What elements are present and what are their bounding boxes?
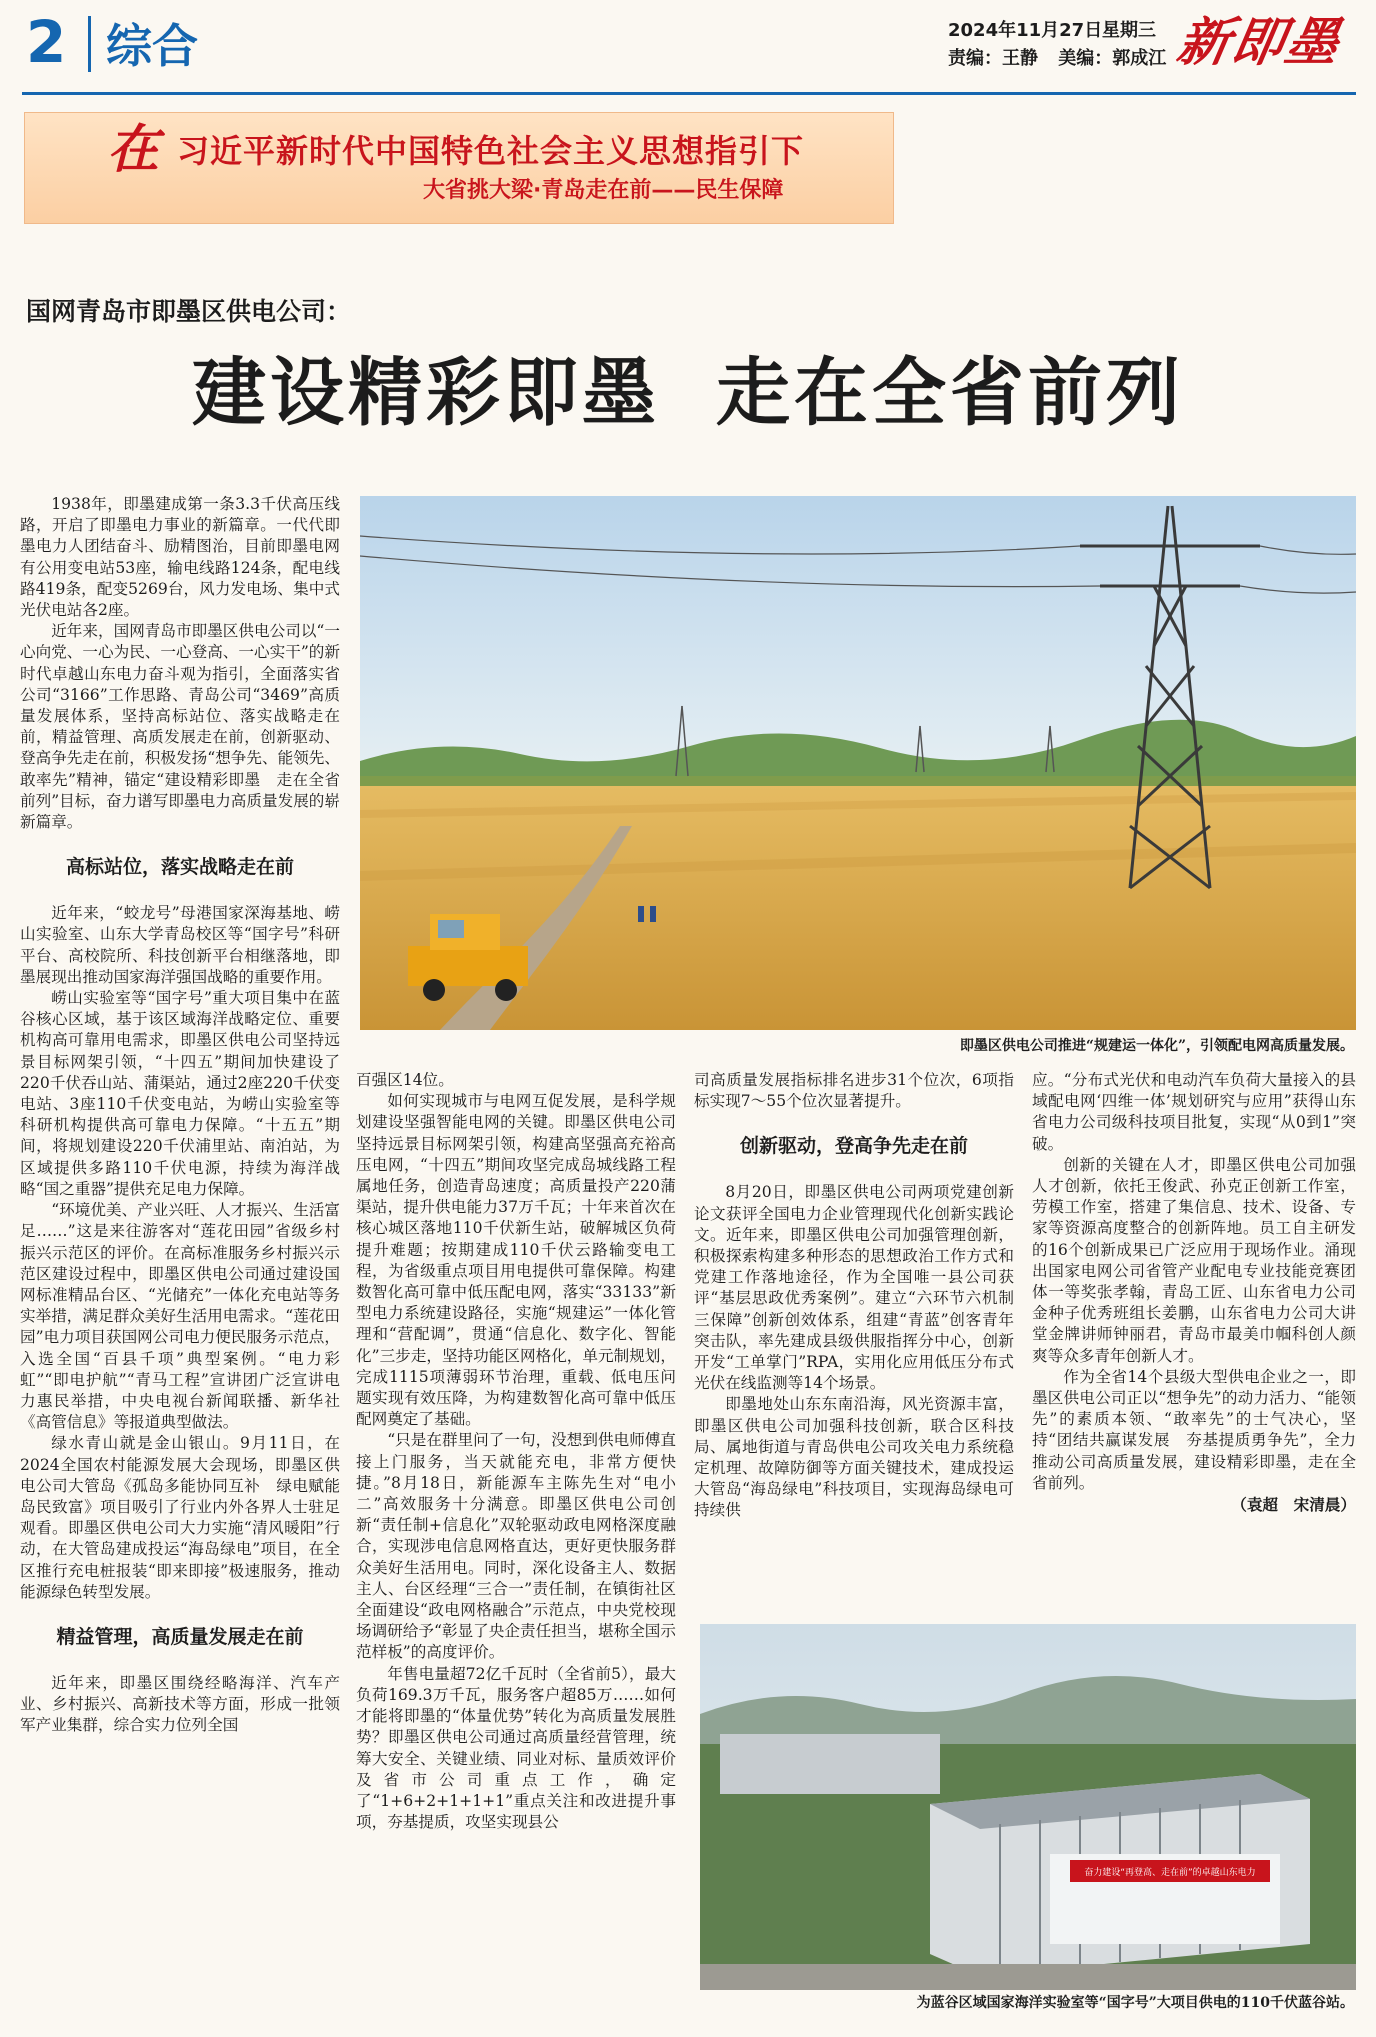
editor-name: 责编：王静 <box>948 48 1038 69</box>
paragraph: 近年来，即墨区围绕经略海洋、汽车产业、乡村振兴、高新技术等方面，形成一批领军产业集群，综合实力位列全国 <box>20 1673 340 1735</box>
article-kicker: 国网青岛市即墨区供电公司： <box>26 297 352 326</box>
paragraph: 即墨地处山东东南沿海，风光资源丰富，即墨区供电公司加强科技创新，联合区科技局、属地街道与青岛供电公司攻关电力系统稳定机理、故障防御等方面关键技术，建成投运大管岛“海岛绿电”科技项目，实现海岛绿电可持续供 <box>694 1395 1014 1520</box>
paragraph: 作为全省14个县级大型供电企业之一，即墨区供电公司正以“想争先”的动力活力、“能领先”的素质本领、“敢率先”的士气决心，坚持“团结共赢谋发展 夯基提质勇争先”，全力推动公司高质量发展，建设精彩即墨，走在全省前列。 <box>1032 1367 1356 1492</box>
issue-date: 2024年11月27日 <box>948 20 1103 41</box>
paragraph: 百强区14位。 <box>356 1071 454 1089</box>
field-pylon-illustration <box>360 496 1356 1030</box>
headline-part-2: 走在全省前列 <box>716 350 1184 436</box>
paragraph: “环境优美、产业兴旺、人才振兴、生活富足……”这是来往游客对“莲花田园”省级乡村振兴示范区的评价。在高标准服务乡村振兴示范区建设过程中，即墨区供电公司通过建设国网标准精品台区、“光储充”一体化充电站等务实举措，满足群众美好生活用电需求。“莲花田园”电力项目获国网公司电力便民服务示范点，入选全国“百县千项”典型案例。“电力彩虹”“即电护航”“青马工程”宣讲团广泛宣讲电力惠民举措，中央电视台新闻联播、新华社《高管信息》等报道典型做法。 <box>20 1201 340 1432</box>
masthead <box>0 0 1376 96</box>
paragraph: 绿水青山就是金山银山。9月11日，在2024全国农村能源发展大会现场，即墨区供电公司大管岛《孤岛多能协同互补 绿电赋能岛民致富》项目吸引了行业内外各界人士驻足观看。即墨区供电公司大力实施“清风暖阳”行动，在大管岛建成投运“海岛绿电”项目，在全区推行充电桩报装“即来即接”极速服务，推动能源绿色转型发展。 <box>20 1434 340 1601</box>
paragraph: 如何实现城市与电网互促发展，是科学规划建设坚强智能电网的关键。即墨区供电公司坚持远景目标网架引领，构建高坚强高充裕高压电网，“十四五”期间攻坚完成岛城线路工程属地任务，创造青岛速度；高质量投产220蒲渠站，提升供电能力37万千瓦；十年来首次在核心城区落地110千伏新生站，破解城区负荷提升难题；按期建成110千伏云路输变电工程，为省级重点项目用电提供可靠保障。构建数智化高可靠中低压配电网，落实“33133”新型电力系统建设路径，实施“规建运”一体化管理和“营配调”，贯通“信息化、数字化、智能化”三步走，坚持功能区网格化，单元制规划，完成1115项薄弱环节治理，重载、低电压问题实现有效压降，为构建数智化高可靠中低压配网奠定了基础。 <box>356 1092 676 1429</box>
paragraph: 1938年，即墨建成第一条3.3千伏高压线路，开启了即墨电力事业的新篇章。一代代即墨电力人团结奋斗、励精图治，目前即墨电网有公用变电站53座，输电线路124条，配电线路419条，配变5269台，风力发电场、集中式光伏电站各2座。 <box>20 495 340 620</box>
newspaper-logo: 新即墨 <box>1172 12 1346 73</box>
paragraph: 近年来，国网青岛市即墨区供电公司以“一心向党、一心为民、一心登高、一心实干”的新时代卓越山东电力奋斗观为指引，全面落实省公司“3166”工作思路、青岛公司“3469”高质量发展体系，坚持高标站位、落实战略走在前，精益管理、高质发展走在前，创新驱动、登高争先走在前，积极发扬“想争先、能领先、敢率先”精神，锚定“建设精彩即墨 走在全省前列”目标，奋力谱写即墨电力高质量发展的崭新篇章。 <box>20 622 340 832</box>
headline-part-1: 建设精彩即墨 <box>192 350 660 436</box>
section-heading-2: 精益管理，高质量发展走在前 <box>56 1625 304 1648</box>
substation-sign: 奋力建设“再登高、走在前”的卓越山东电力 <box>1084 1868 1256 1878</box>
substation-illustration <box>700 1624 1356 1990</box>
article-byline: （袁超 宋清晨） <box>1231 1495 1356 1515</box>
designer-name: 美编：郭成江 <box>1058 48 1167 69</box>
paragraph: 崂山实验室等“国字号”重大项目集中在蓝谷核心区域，基于该区域海洋战略定位、重要机构高可靠用电需求，即墨区供电公司坚持远景目标网架引领，“十四五”期间加快建设了220千伏吞山站、蒲渠站，通过2座220千伏变电站、3座110千伏变电站，为崂山实验室等科研机构提供高可靠电力保障。“十五五”期间，将规划建设220千伏浦里站、南泊站，为区域提供多路110千伏电源，持续为海洋战略“国之重器”提供充足电力保障。 <box>20 989 340 1198</box>
banner-lead-char: 在 <box>107 119 160 180</box>
section-title: 综合 <box>106 19 198 73</box>
column-banner <box>24 112 894 224</box>
paragraph: 8月20日，即墨区供电公司两项党建创新论文获评全国电力企业管理现代化创新实践论文。近年来，即墨区供电公司加强管理创新，积极探索构建多种形态的思想政治工作方式和党建工作落地途径，作为全国唯一县公司获评“基层思政优秀案例”。建立“六环节六机制三保障”创新创效体系，组建“青蓝”创客青年突击队，率先建成县级供服指挥分中心，创新开发“工单掌门”RPA，实用化应用低压分布式光伏在线监测等14个场景。 <box>694 1183 1014 1393</box>
substation-photo <box>700 1624 1356 1990</box>
bottom-photo-caption: 为蓝谷区域国家海洋实验室等“国字号”大项目供电的110千伏蓝谷站。 <box>916 1995 1354 2011</box>
article-column-1 <box>20 494 340 2028</box>
section-heading-3: 创新驱动，登高争先走在前 <box>739 1135 968 1158</box>
banner-title: 习近平新时代中国特色社会主义思想指引下 <box>177 132 805 170</box>
paragraph: 应。“分布式光伏和电动汽车负荷大量接入的县域配电网‘四维一体’规划研究与应用”获得山东省电力公司级科技项目批复，实现“从0到1”突破。 <box>1032 1071 1356 1153</box>
masthead-divider <box>88 16 91 72</box>
page-number: 2 <box>26 8 67 76</box>
issue-weekday: 星期三 <box>1102 20 1156 41</box>
banner-subtitle: 大省挑大梁·青岛走在前——民生保障 <box>423 178 784 203</box>
paragraph: 近年来，“蛟龙号”母港国家深海基地、崂山实验室、山东大学青岛校区等“国字号”科研平台、高校院所、科技创新平台相继落地，即墨展现出推动国家海洋强国战略的重要作用。 <box>20 904 340 986</box>
top-photo-caption: 即墨区供电公司推进“规建运一体化”，引领配电网高质量发展。 <box>959 1038 1354 1054</box>
paragraph: 创新的关键在人才，即墨区供电公司加强人才创新，依托王俊武、孙克正创新工作室，劳模工作室，搭建了集信息、技术、设备、专家等资源高度整合的创新阵地。员工自主研发的16个创新成果已广泛应用于现场作业。涌现出国家电网公司省管产业配电专业技能竞赛团体一等奖张孝翰，青岛工匠、山东省电力公司金种子优秀班组长姜鹏，山东省电力公司大讲堂金牌讲师钟丽君，青岛市最美巾帼科创人颜爽等众多青年创新人才。 <box>1032 1155 1356 1365</box>
article-column-4 <box>1032 1070 1356 1610</box>
field-pylon-photo <box>360 496 1356 1030</box>
paragraph: 年售电量超72亿千瓦时（全省前5），最大负荷169.3万千瓦，服务客户超85万……如何才能将即墨的“体量优势”转化为高质量发展胜势？即墨区供电公司通过高质量经营管理，统筹大安全、关键业绩、同业对标、量质效评价及省市公司重点工作，确定了“1+6+2+1+1+1”重点关注和改进提升事项，夯基提质，攻坚实现县公 <box>356 1664 676 1832</box>
article-column-2 <box>356 1070 676 2028</box>
editor-credits <box>948 48 1180 70</box>
masthead-rule <box>22 92 1356 95</box>
article-column-3 <box>694 1070 1014 1610</box>
article-headline <box>0 350 1376 436</box>
paragraph: 司高质量发展指标排名进步31个位次，6项指标实现7～55个位次显著提升。 <box>694 1071 1014 1111</box>
section-heading-1: 高标站位，落实战略走在前 <box>65 856 294 879</box>
paragraph: “只是在群里问了一句，没想到供电师傅直接上门服务，当天就能充电，非常方便快捷。”8月18日，新能源车主陈先生对“电小二”高效服务十分满意。即墨区供电公司创新“责任制+信息化”双轮驱动政电网格深度融合，实现涉电信息网格直达，更好更快服务群众美好生活用电。同时，深化设备主人、数据主人、台区经理“三合一”责任制，在镇街社区全面建设“政电网格融合”示范点，中央党校现场调研给予“彰显了央企责任担当，堪称全国示范样板”的高度评价。 <box>356 1431 676 1662</box>
